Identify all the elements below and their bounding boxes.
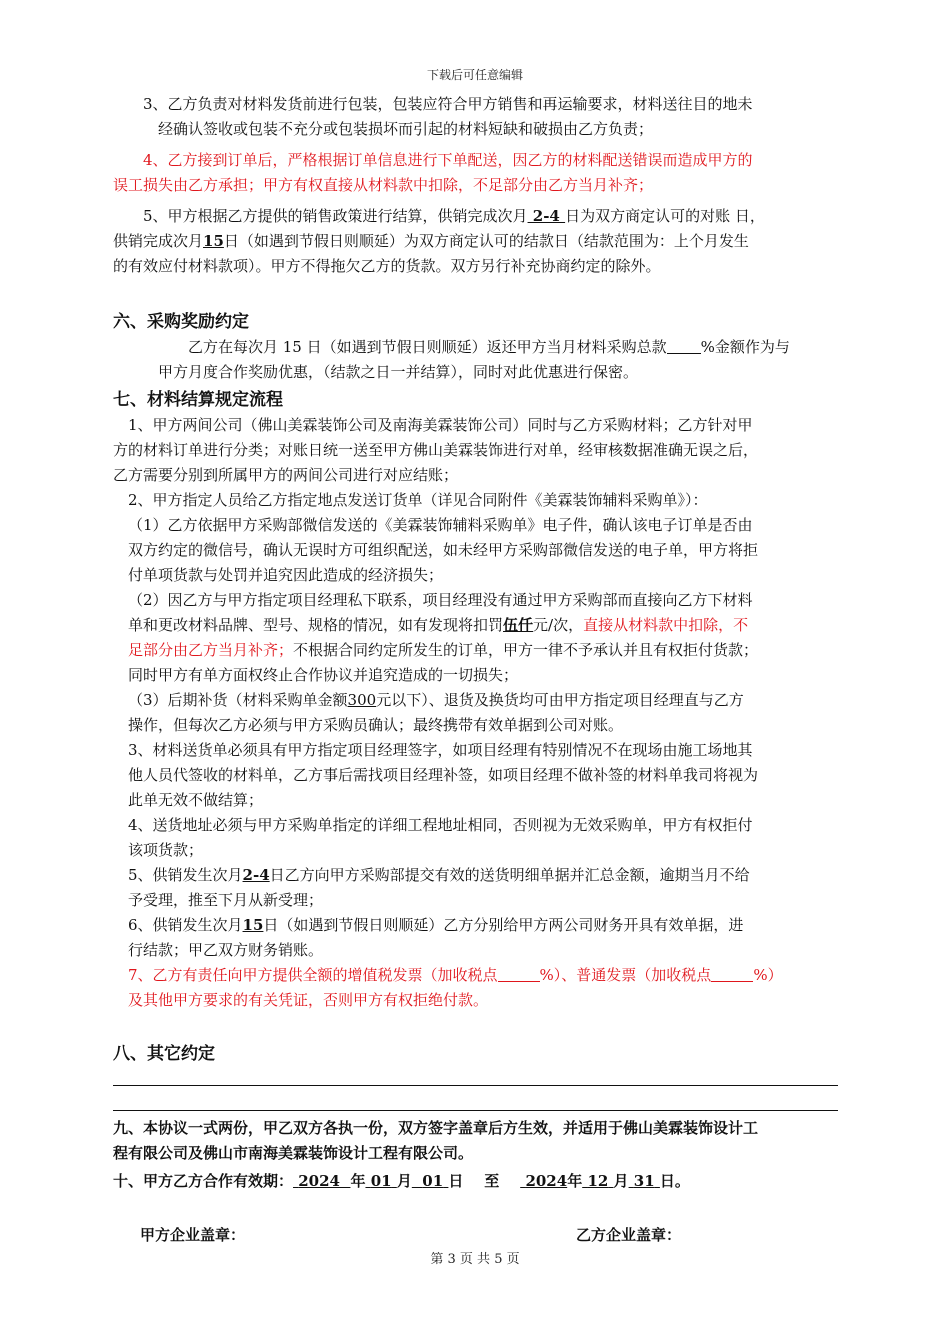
s7-2-3-line-1: （3）后期补货（材料采购单金额300元以下）、退货及换货均可由甲方指定项目经理直与乙方 bbox=[128, 691, 744, 709]
clause-5-line-2: 供销完成次月15日（如遇到节假日则顺延）为双方商定认可的结款日（结款范围为：上个月发生 bbox=[113, 232, 749, 250]
invoice-day-value: 15 bbox=[242, 916, 264, 934]
clause-5-line-1: 5、甲方根据乙方提供的销售政策进行结算，供销完成次月 2-4 日为双方商定认可的对账 日， bbox=[143, 207, 765, 225]
s7-6-line-2: 行结款；甲乙双方财务销账。 bbox=[128, 941, 324, 959]
clause-3-line-2: 经确认签收或包装不充分或包装损坏而引起的材料短缺和破损由乙方负责； bbox=[158, 120, 654, 138]
page-footer: 第 3 页 共 5 页 bbox=[430, 1252, 520, 1267]
blank-line-1 bbox=[113, 1085, 838, 1086]
s7-2-2-line-2: 单和更改材料品牌、型号、规格的情况，如有发现将扣罚伍仟元/次，直接从材料款中扣除，不 bbox=[128, 616, 749, 634]
end-day: 31 bbox=[633, 1172, 655, 1190]
s7-1-line-3: 乙方需要分别到所属甲方的两间公司进行对应结账； bbox=[113, 466, 459, 484]
party-b-seal-label: 乙方企业盖章： bbox=[576, 1226, 682, 1244]
section-6-line-2: 甲方月度合作奖励优惠，（结款之日一并结算），同时对此优惠进行保密。 bbox=[158, 363, 639, 381]
submit-day-value: 2-4 bbox=[242, 866, 270, 884]
blank-line-2 bbox=[113, 1110, 838, 1111]
s7-7-line-2: 及其他甲方要求的有关凭证，否则甲方有权拒绝付款。 bbox=[128, 991, 489, 1009]
s7-3-line-3: 此单无效不做结算； bbox=[128, 791, 264, 809]
start-day: 01 bbox=[422, 1172, 444, 1190]
s7-6-line-1: 6、供销发生次月15日（如遇到节假日则顺延）乙方分别给甲方两公司财务开具有效单据，进 bbox=[128, 916, 744, 934]
vat-rate-blank bbox=[498, 967, 540, 982]
s7-2-2-line-1: （2）因乙方与甲方指定项目经理私下联系，项目经理没有通过甲方采购部而直接向乙方下材料 bbox=[128, 591, 753, 609]
clause-5-line-3: 的有效应付材料款项）。甲方不得拖欠乙方的货款。双方另行补充协商约定的除外。 bbox=[113, 257, 661, 275]
end-month: 12 bbox=[587, 1172, 609, 1190]
start-year: 2024 bbox=[298, 1172, 340, 1190]
s7-7-line-1: 7、乙方有责任向甲方提供全额的增值税发票（加收税点 %）、普通发票（加收税点 %） bbox=[128, 966, 783, 984]
s7-3-line-1: 3、材料送货单必须具有甲方指定项目经理签字，如项目经理有特别情况不在现场由施工场地其 bbox=[128, 741, 753, 759]
s7-2-1-line-1: （1）乙方依据甲方采购部微信发送的《美霖装饰辅料采购单》电子件，确认该电子订单是否由 bbox=[128, 516, 753, 534]
s7-2-2-line-3: 足部分由乙方当月补齐；不根据合同约定所发生的订单，甲方一律不予承认并且有权拒付货款； bbox=[128, 641, 759, 659]
section-7-title: 七、材料结算规定流程 bbox=[113, 390, 283, 410]
reconcile-day-value: 2-4 bbox=[527, 207, 566, 225]
s7-4-line-1: 4、送货地址必须与甲方采购单指定的详细工程地址相同，否则视为无效采购单，甲方有权拒付 bbox=[128, 816, 753, 834]
normal-rate-blank bbox=[711, 967, 753, 982]
start-month: 01 bbox=[370, 1172, 392, 1190]
s7-1-line-2: 方的材料订单进行分类；对账日统一送至甲方佛山美霖装饰进行对单，经审核数据准确无误之后， bbox=[113, 441, 759, 459]
clause-4-line-1: 4、乙方接到订单后，严格根据订单信息进行下单配送，因乙方的材料配送错误而造成甲方的 bbox=[143, 151, 753, 169]
penalty-amount-value: 伍仟 bbox=[503, 616, 534, 634]
s7-5-line-2: 予受理，推至下月从新受理； bbox=[128, 891, 324, 909]
s7-5-line-1: 5、供销发生次月2-4日乙方向甲方采购部提交有效的送货明细单据并汇总金额，逾期当月不给 bbox=[128, 866, 750, 884]
s7-2-1-line-2: 双方约定的微信号，确认无误时方可组织配送，如未经甲方采购部微信发送的电子单，甲方将拒 bbox=[128, 541, 759, 559]
section-9-line-2: 程有限公司及佛山市南海美霖装饰设计工程有限公司。 bbox=[113, 1144, 474, 1162]
s7-2-2-line-4: 同时甲方有单方面权终止合作协议并追究造成的一切损失； bbox=[128, 666, 519, 684]
section-6-line-1: 乙方在每次月 15 日（如遇到节假日则顺延）返还甲方当月材料采购总款 %金额作为与 bbox=[188, 338, 790, 356]
section-9-line-1: 九、本协议一式两份，甲乙双方各执一份，双方签字盖章后方生效，并适用于佛山美霖装饰设计工 bbox=[113, 1119, 759, 1137]
settle-day-value: 15 bbox=[203, 232, 224, 250]
end-year: 2024 bbox=[525, 1172, 568, 1190]
section-6-title: 六、采购奖励约定 bbox=[113, 312, 249, 332]
clause-3-line-1: 3、乙方负责对材料发货前进行包装，包装应符合甲方销售和再运输要求，材料送往目的地未 bbox=[143, 95, 753, 113]
section-8-title: 八、其它约定 bbox=[113, 1044, 215, 1064]
s7-3-line-2: 他人员代签收的材料单，乙方事后需找项目经理补签，如项目经理不做补签的材料单我司将视为 bbox=[128, 766, 759, 784]
restock-limit-value: 300 bbox=[347, 691, 377, 709]
reward-percent-blank bbox=[667, 339, 701, 354]
section-10-term: 十、甲方乙方合作有效期： 2024 年 01 月 01 日 至 2024年 12 月 31 日。 bbox=[113, 1172, 690, 1190]
clause-4-line-2: 误工损失由乙方承担；甲方有权直接从材料款中扣除，不足部分由乙方当月补齐； bbox=[113, 176, 654, 194]
s7-4-line-2: 该项货款； bbox=[128, 841, 204, 859]
party-a-seal-label: 甲方企业盖章： bbox=[140, 1226, 246, 1244]
s7-2-3-line-2: 操作，但每次乙方必须与甲方采购员确认；最终携带有效单据到公司对账。 bbox=[128, 716, 624, 734]
page-content bbox=[113, 92, 838, 1254]
s7-2-line-1: 2、甲方指定人员给乙方指定地点发送订货单（详见合同附件《美霖装饰辅料采购单》）： bbox=[128, 491, 708, 509]
page-header: 下载后可任意编辑 bbox=[426, 68, 523, 82]
s7-2-1-line-3: 付单项货款与处罚并追究因此造成的经济损失； bbox=[128, 566, 444, 584]
s7-1-line-1: 1、甲方两间公司（佛山美霖装饰公司及南海美霖装饰公司）同时与乙方采购材料；乙方针对甲 bbox=[128, 416, 753, 434]
